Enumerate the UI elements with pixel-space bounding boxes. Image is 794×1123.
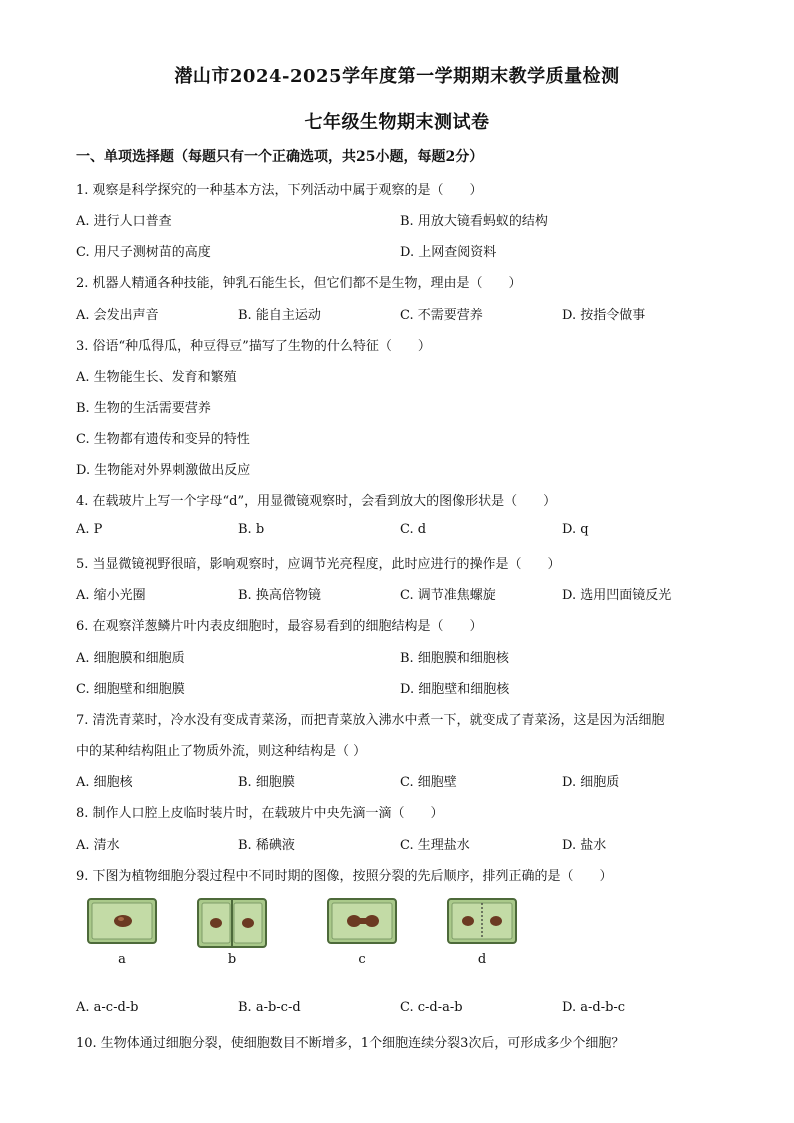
- figure-label-a: a: [118, 952, 126, 967]
- option-1a: A. 进行人口普查: [76, 214, 172, 229]
- page-subtitle: 七年级生物期末测试卷: [304, 112, 490, 133]
- option-7b: B. 细胞膜: [238, 775, 295, 790]
- figure-label-d: d: [477, 952, 487, 967]
- option-6d: D. 细胞壁和细胞核: [400, 682, 510, 697]
- option-2c: C. 不需要营养: [400, 308, 483, 323]
- option-2b: B. 能自主运动: [238, 308, 321, 323]
- option-4b: B. b: [238, 522, 265, 537]
- option-7a: A. 细胞核: [76, 775, 133, 790]
- option-3c: C. 生物都有遗传和变异的特性: [76, 432, 250, 447]
- question-6: 6. 在观察洋葱鳞片叶内表皮细胞时，最容易看到的细胞结构是（ ）: [76, 619, 483, 634]
- option-2a: A. 会发出声音: [76, 308, 159, 323]
- option-4c: C. d: [400, 522, 427, 537]
- cell-figure-d: [446, 896, 518, 946]
- question-5: 5. 当显微镜视野很暗，影响观察时，应调节光亮程度，此时应进行的操作是（ ）: [76, 557, 561, 572]
- option-5c: C. 调节准焦螺旋: [400, 588, 496, 603]
- question-7-cont: 中的某种结构阻止了物质外流，则这种结构是（ ）: [76, 744, 367, 759]
- figure-label-c: c: [358, 952, 366, 967]
- cell-figure-b: [196, 896, 268, 950]
- option-8c: C. 生理盐水: [400, 838, 470, 853]
- option-6c: C. 细胞壁和细胞膜: [76, 682, 185, 697]
- cell-figure-c: [326, 896, 398, 946]
- option-4a: A. P: [76, 522, 103, 537]
- option-7d: D. 细胞质: [562, 775, 620, 790]
- question-10: 10. 生物体通过细胞分裂，使细胞数目不断增多，1个细胞连续分裂3次后，可形成多少个细胞？: [76, 1036, 625, 1051]
- option-2d: D. 按指令做事: [562, 308, 646, 323]
- option-9d: D. a-d-b-c: [562, 1000, 626, 1015]
- option-6b: B. 细胞膜和细胞核: [400, 651, 509, 666]
- question-2: 2. 机器人精通各种技能，钟乳石能生长，但它们都不是生物，理由是（ ）: [76, 276, 522, 291]
- figure-label-b: b: [227, 952, 237, 967]
- option-7c: C. 细胞壁: [400, 775, 457, 790]
- cell-figure-a: [86, 896, 158, 946]
- option-4d: D. q: [562, 522, 589, 537]
- page-title: 潜山市2024-2025学年度第一学期期末教学质量检测: [174, 66, 620, 87]
- option-3a: A. 生物能生长、发育和繁殖: [76, 370, 237, 385]
- option-9a: A. a-c-d-b: [76, 1000, 139, 1015]
- option-3b: B. 生物的生活需要营养: [76, 401, 211, 416]
- question-8: 8. 制作人口腔上皮临时装片时，在载玻片中央先滴一滴（ ）: [76, 806, 444, 821]
- question-4: 4. 在载玻片上写一个字母“d”，用显微镜观察时，会看到放大的图像形状是（ ）: [76, 494, 557, 509]
- option-5a: A. 缩小光圈: [76, 588, 146, 603]
- option-5d: D. 选用凹面镜反光: [562, 588, 672, 603]
- option-1b: B. 用放大镜看蚂蚁的结构: [400, 214, 548, 229]
- question-7: 7. 清洗青菜时，冷水没有变成青菜汤，而把青菜放入沸水中煮一下，就变成了青菜汤，这是因为活细胞: [76, 713, 665, 728]
- option-5b: B. 换高倍物镜: [238, 588, 321, 603]
- option-3d: D. 生物能对外界刺激做出反应: [76, 463, 251, 478]
- option-8a: A. 清水: [76, 838, 120, 853]
- option-8b: B. 稀碘液: [238, 838, 295, 853]
- option-9c: C. c-d-a-b: [400, 1000, 463, 1015]
- option-6a: A. 细胞膜和细胞质: [76, 651, 185, 666]
- option-1d: D. 上网查阅资料: [400, 245, 497, 260]
- option-8d: D. 盐水: [562, 838, 607, 853]
- option-1c: C. 用尺子测树苗的高度: [76, 245, 211, 260]
- question-1: 1. 观察是科学探究的一种基本方法，下列活动中属于观察的是（ ）: [76, 183, 483, 198]
- question-3: 3. 俗语“种瓜得瓜，种豆得豆”描写了生物的什么特征（ ）: [76, 339, 431, 354]
- option-9b: B. a-b-c-d: [238, 1000, 301, 1015]
- section-heading: 一、单项选择题（每题只有一个正确选项，共25小题，每题2分）: [76, 149, 484, 165]
- question-9: 9. 下图为植物细胞分裂过程中不同时期的图像，按照分裂的先后顺序，排列正确的是（ ）: [76, 869, 613, 884]
